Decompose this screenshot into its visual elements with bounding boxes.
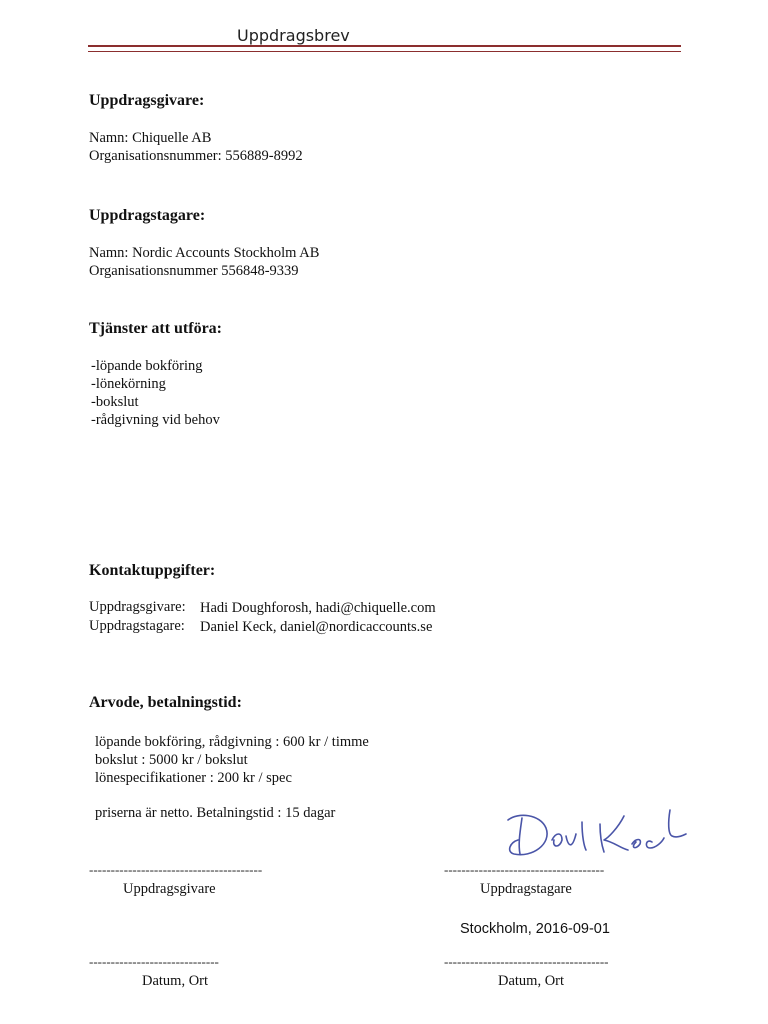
date-label-client: Datum, Ort [142,973,209,989]
service-item: -lönekörning [91,376,166,392]
client-name: Namn: Chiquelle AB [89,130,212,146]
payment-note: priserna är netto. Betalningstid : 15 dagar [95,805,336,821]
fee-line: löpande bokföring, rådgivning : 600 kr / timme [95,734,369,750]
contact-value: Daniel Keck, daniel@nordicaccounts.se [200,619,433,635]
client-org-number: Organisationsnummer: 556889-8992 [89,148,303,164]
contacts-heading: Kontaktuppgifter: [89,562,216,579]
header-rule [88,45,681,52]
contractor-org-number: Organisationsnummer 556848-9339 [89,263,299,279]
date-label-contractor: Datum, Ort [498,973,565,989]
signature-label-client: Uppdragsgivare [123,881,216,897]
fee-line: bokslut : 5000 kr / bokslut [95,752,248,768]
date-line-client: ------------------------------ [89,954,219,969]
contractor-heading: Uppdragstagare: [89,207,206,224]
signature-line-contractor: ------------------------------------- [444,862,605,877]
handwritten-signature [500,802,690,864]
signature-label-contractor: Uppdragstagare [480,881,572,897]
fee-line: lönespecifikationer : 200 kr / spec [95,770,292,786]
place-date: Stockholm, 2016-09-01 [460,921,610,937]
contact-value: Hadi Doughforosh, hadi@chiquelle.com [200,600,436,616]
contact-label: Uppdragsgivare: [89,599,186,615]
service-item: -löpande bokföring [91,358,203,374]
contractor-name: Namn: Nordic Accounts Stockholm AB [89,245,320,261]
fees-heading: Arvode, betalningstid: [89,694,242,711]
service-item: -bokslut [91,394,139,410]
service-item: -rådgivning vid behov [91,412,220,428]
client-heading: Uppdragsgivare: [89,92,205,109]
date-line-contractor: -------------------------------------- [444,954,609,969]
document-title: Uppdragsbrev [237,26,350,45]
signature-line-client: ---------------------------------------- [89,862,263,877]
contact-label: Uppdragstagare: [89,618,185,634]
services-heading: Tjänster att utföra: [89,320,223,337]
